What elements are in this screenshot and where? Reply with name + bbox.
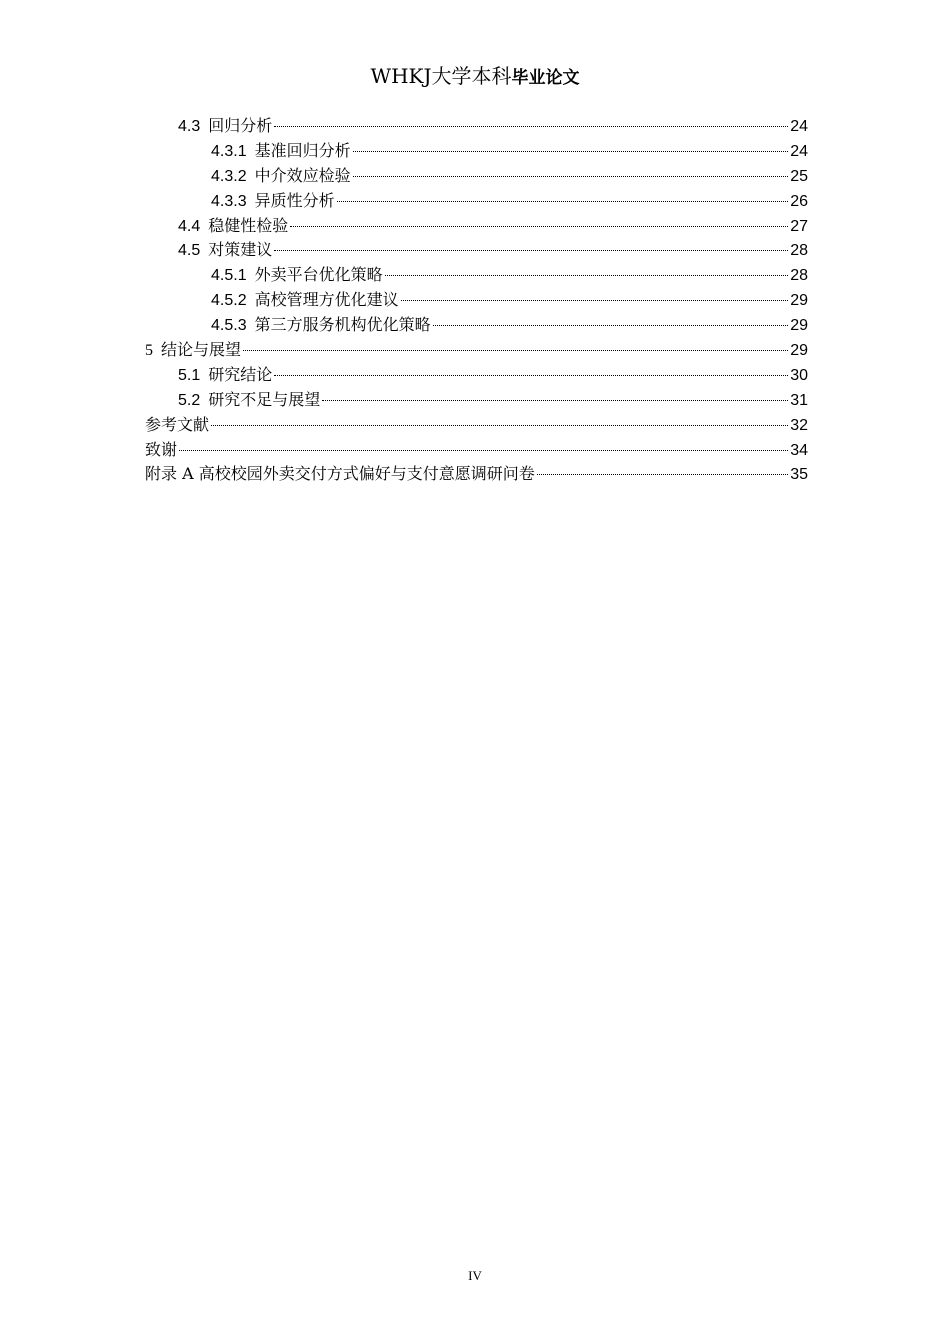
toc-entry-title: 基准回归分析 (254, 140, 351, 160)
toc-entry-title: 致谢 (145, 439, 178, 459)
toc-entry-number: 5.1 (178, 366, 201, 384)
toc-entry-title: 第三方服务机构优化策略 (254, 315, 431, 335)
toc-entry-number: 4.3.1 (211, 142, 247, 160)
toc-entry-page: 28 (790, 267, 808, 285)
toc-entry-page: 31 (790, 391, 808, 409)
toc-entry[interactable] (145, 413, 808, 438)
toc-entry[interactable] (145, 214, 808, 239)
toc-entry[interactable] (145, 288, 808, 313)
toc-entry-title: 高校管理方优化建议 (254, 290, 399, 310)
toc-entry-title: 外卖平台优化策略 (254, 265, 383, 285)
toc-leader-dots (537, 474, 788, 475)
page-header (0, 62, 950, 92)
toc-entry[interactable] (145, 313, 808, 338)
toc-leader-dots (322, 400, 788, 401)
toc-entry-page: 24 (790, 118, 808, 135)
toc-entry[interactable] (145, 114, 808, 139)
toc-entry-page: 35 (790, 466, 808, 484)
toc-entry[interactable] (145, 363, 808, 388)
toc-leader-dots (337, 201, 788, 202)
toc-entry-number: 4.5.3 (211, 317, 247, 335)
toc-leader-dots (401, 300, 788, 301)
toc-entry-page: 29 (790, 292, 808, 310)
toc-entry[interactable] (145, 189, 808, 214)
toc-entry[interactable] (145, 139, 808, 164)
toc-entry-number: 4.4 (178, 217, 201, 235)
toc-entry-title: 研究不足与展望 (208, 389, 321, 409)
toc-entry-number: 4.5.1 (211, 267, 247, 285)
toc-leader-dots (290, 226, 788, 227)
toc-entry-page: 34 (790, 441, 808, 459)
toc-entry[interactable] (145, 438, 808, 463)
toc-entry-page: 24 (790, 142, 808, 160)
toc-leader-dots (385, 275, 788, 276)
toc-entry-number: 5 (145, 342, 153, 360)
toc-entry[interactable] (145, 238, 808, 263)
toc-leader-dots (353, 176, 788, 177)
toc-entry-page: 29 (790, 317, 808, 335)
toc-entry-page: 26 (790, 192, 808, 210)
toc-entry-title: 对策建议 (208, 240, 273, 260)
toc-entry-title: 中介效应检验 (254, 165, 351, 185)
toc-entry-number: 4.5 (178, 242, 201, 260)
toc-entry-number: 4.3.3 (211, 192, 247, 210)
toc-entry[interactable] (145, 263, 808, 288)
toc-entry-page: 28 (790, 242, 808, 260)
toc-entry-page: 29 (790, 342, 808, 360)
toc-entry-title: 研究结论 (208, 364, 273, 384)
header-university: WHKJ大学本科 (370, 64, 512, 88)
toc-leader-dots (274, 375, 788, 376)
toc-entry-title: 稳健性检验 (208, 215, 289, 235)
toc-entry-page: 30 (790, 366, 808, 384)
toc-entry-number: 4.3.2 (211, 167, 247, 185)
toc-entry-title: 结论与展望 (161, 340, 242, 360)
toc-entry-page: 32 (790, 416, 808, 434)
toc-entry-page: 27 (790, 217, 808, 235)
toc-entry-number: 4.5.2 (211, 292, 247, 310)
toc-leader-dots (179, 450, 788, 451)
toc-entry[interactable] (145, 388, 808, 413)
toc-entry-number: 4.3 (178, 118, 201, 135)
toc-leader-dots (274, 250, 788, 251)
toc-leader-dots (274, 126, 788, 127)
toc-leader-dots (243, 350, 788, 351)
toc-entry-title: 参考文献 (145, 414, 210, 434)
toc-entry[interactable] (145, 338, 808, 363)
toc-leader-dots (433, 325, 788, 326)
toc-leader-dots (211, 425, 788, 426)
toc-entry[interactable] (145, 164, 808, 189)
toc-entry-title: 回归分析 (208, 116, 273, 135)
toc-entry-page: 25 (790, 167, 808, 185)
toc-entry-number: 5.2 (178, 391, 201, 409)
toc-entry[interactable] (145, 462, 808, 487)
toc-entry-title: 异质性分析 (254, 190, 335, 210)
page-number: IV (468, 1268, 482, 1283)
table-of-contents (145, 114, 808, 487)
header-thesis-label: 毕业论文 (511, 68, 580, 88)
toc-entry-title: 附录 A 高校校园外卖交付方式偏好与支付意愿调研问卷 (145, 464, 535, 484)
toc-leader-dots (353, 151, 788, 152)
